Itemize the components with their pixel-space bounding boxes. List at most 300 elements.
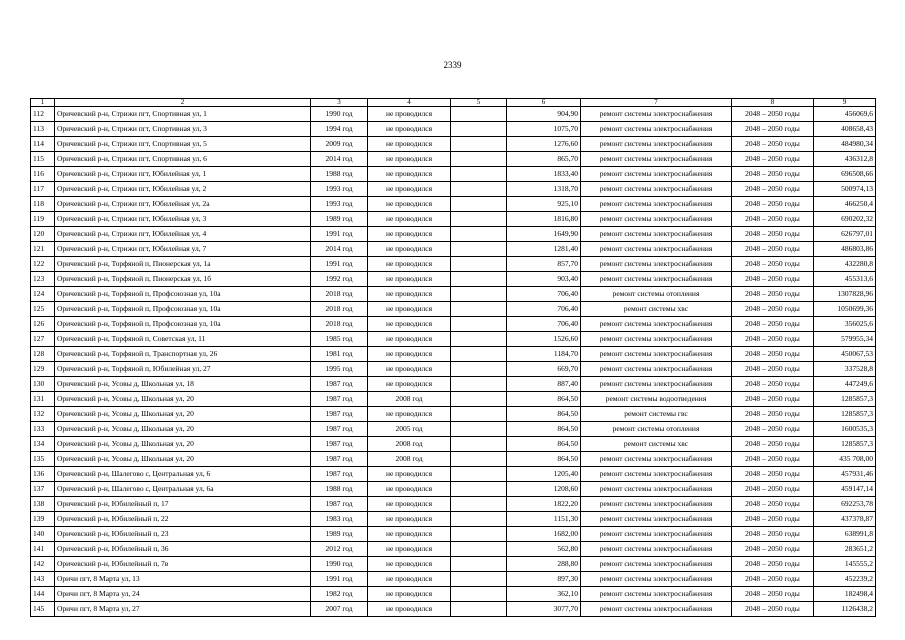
build-year-cell: 1982 год xyxy=(311,587,368,602)
work-type-cell: ремонт системы электроснабжения xyxy=(581,122,732,137)
row-number-cell: 134 xyxy=(31,437,55,452)
row-number-cell: 125 xyxy=(31,302,55,317)
table-row xyxy=(31,572,876,587)
work-type-cell: ремонт системы электроснабжения xyxy=(581,137,732,152)
repair-period-cell: 2048 – 2050 годы xyxy=(732,557,814,572)
last-repair-year-cell: не проводился xyxy=(368,347,451,362)
column-header: 4 xyxy=(368,99,451,107)
column-5-cell xyxy=(451,557,507,572)
work-type-cell: ремонт системы электроснабжения xyxy=(581,467,732,482)
build-year-cell: 1995 год xyxy=(311,362,368,377)
address-cell: Оричевский р-н, Торфяной п, Транспортная ул, 26 xyxy=(55,347,311,362)
column-5-cell xyxy=(451,362,507,377)
cost-cell: 1126438,2 xyxy=(814,602,876,617)
address-cell: Оричевский р-н, Юбилейный п, 7в xyxy=(55,557,311,572)
column-5-cell xyxy=(451,317,507,332)
build-year-cell: 2007 год xyxy=(311,602,368,617)
area-cell: 562,80 xyxy=(507,542,581,557)
row-number-cell: 135 xyxy=(31,452,55,467)
last-repair-year-cell: не проводился xyxy=(368,182,451,197)
area-cell: 1833,40 xyxy=(507,167,581,182)
work-type-cell: ремонт системы электроснабжения xyxy=(581,572,732,587)
table-row xyxy=(31,212,876,227)
table-row xyxy=(31,152,876,167)
column-5-cell xyxy=(451,242,507,257)
column-5-cell xyxy=(451,272,507,287)
area-cell: 1649,90 xyxy=(507,227,581,242)
build-year-cell: 1989 год xyxy=(311,527,368,542)
last-repair-year-cell: не проводился xyxy=(368,272,451,287)
address-cell: Оричи пгт, 8 Марта ул, 13 xyxy=(55,572,311,587)
last-repair-year-cell: не проводился xyxy=(368,287,451,302)
repair-period-cell: 2048 – 2050 годы xyxy=(732,302,814,317)
work-type-cell: ремонт системы отопления xyxy=(581,422,732,437)
repair-period-cell: 2048 – 2050 годы xyxy=(732,422,814,437)
column-5-cell xyxy=(451,527,507,542)
column-5-cell xyxy=(451,602,507,617)
cost-cell: 435 708,00 xyxy=(814,452,876,467)
last-repair-year-cell: не проводился xyxy=(368,137,451,152)
build-year-cell: 2018 год xyxy=(311,317,368,332)
area-cell: 857,70 xyxy=(507,257,581,272)
work-type-cell: ремонт системы электроснабжения xyxy=(581,482,732,497)
last-repair-year-cell: не проводился xyxy=(368,377,451,392)
cost-cell: 452239,2 xyxy=(814,572,876,587)
build-year-cell: 1987 год xyxy=(311,437,368,452)
table-row xyxy=(31,287,876,302)
repair-period-cell: 2048 – 2050 годы xyxy=(732,287,814,302)
column-5-cell xyxy=(451,227,507,242)
row-number-cell: 126 xyxy=(31,317,55,332)
cost-cell: 1285857,3 xyxy=(814,407,876,422)
row-number-cell: 130 xyxy=(31,377,55,392)
build-year-cell: 1987 год xyxy=(311,377,368,392)
work-type-cell: ремонт системы электроснабжения xyxy=(581,167,732,182)
work-type-cell: ремонт системы электроснабжения xyxy=(581,317,732,332)
area-cell: 864,50 xyxy=(507,392,581,407)
work-type-cell: ремонт системы электроснабжения xyxy=(581,362,732,377)
table-row xyxy=(31,497,876,512)
build-year-cell: 1993 год xyxy=(311,182,368,197)
repair-period-cell: 2048 – 2050 годы xyxy=(732,182,814,197)
row-number-cell: 118 xyxy=(31,197,55,212)
last-repair-year-cell: не проводился xyxy=(368,572,451,587)
last-repair-year-cell: не проводился xyxy=(368,152,451,167)
area-cell: 1075,70 xyxy=(507,122,581,137)
repair-period-cell: 2048 – 2050 годы xyxy=(732,362,814,377)
last-repair-year-cell: 2008 год xyxy=(368,392,451,407)
work-type-cell: ремонт системы электроснабжения xyxy=(581,257,732,272)
area-cell: 1151,30 xyxy=(507,512,581,527)
column-5-cell xyxy=(451,392,507,407)
work-type-cell: ремонт системы электроснабжения xyxy=(581,377,732,392)
area-cell: 1526,60 xyxy=(507,332,581,347)
column-5-cell xyxy=(451,497,507,512)
cost-cell: 696508,66 xyxy=(814,167,876,182)
column-header: 3 xyxy=(311,99,368,107)
work-type-cell: ремонт системы электроснабжения xyxy=(581,602,732,617)
last-repair-year-cell: не проводился xyxy=(368,542,451,557)
cost-cell: 436312,8 xyxy=(814,152,876,167)
last-repair-year-cell: не проводился xyxy=(368,587,451,602)
column-number-row xyxy=(31,99,876,107)
last-repair-year-cell: не проводился xyxy=(368,527,451,542)
row-number-cell: 129 xyxy=(31,362,55,377)
cost-cell: 450067,53 xyxy=(814,347,876,362)
repair-period-cell: 2048 – 2050 годы xyxy=(732,467,814,482)
table-row xyxy=(31,332,876,347)
repair-period-cell: 2048 – 2050 годы xyxy=(732,167,814,182)
build-year-cell: 2009 год xyxy=(311,137,368,152)
cost-cell: 457931,46 xyxy=(814,467,876,482)
work-type-cell: ремонт системы электроснабжения xyxy=(581,452,732,467)
build-year-cell: 1991 год xyxy=(311,257,368,272)
row-number-cell: 144 xyxy=(31,587,55,602)
last-repair-year-cell: не проводился xyxy=(368,242,451,257)
table-row xyxy=(31,227,876,242)
column-5-cell xyxy=(451,332,507,347)
last-repair-year-cell: не проводился xyxy=(368,467,451,482)
area-cell: 288,80 xyxy=(507,557,581,572)
build-year-cell: 1992 год xyxy=(311,272,368,287)
area-cell: 1208,60 xyxy=(507,482,581,497)
last-repair-year-cell: не проводился xyxy=(368,602,451,617)
repair-period-cell: 2048 – 2050 годы xyxy=(732,602,814,617)
address-cell: Оричевский р-н, Стрижи пгт, Юбилейная ул, 3 xyxy=(55,212,311,227)
build-year-cell: 1988 год xyxy=(311,482,368,497)
address-cell: Оричевский р-н, Усовы д, Школьная ул, 20 xyxy=(55,407,311,422)
table-row xyxy=(31,317,876,332)
table-row xyxy=(31,407,876,422)
area-cell: 904,90 xyxy=(507,107,581,122)
row-number-cell: 123 xyxy=(31,272,55,287)
work-type-cell: ремонт системы водоотведения xyxy=(581,392,732,407)
last-repair-year-cell: не проводился xyxy=(368,122,451,137)
address-cell: Оричи пгт, 8 Марта ул, 27 xyxy=(55,602,311,617)
column-5-cell xyxy=(451,107,507,122)
address-cell: Оричевский р-н, Шалегово с, Центральная ул, 6а xyxy=(55,482,311,497)
cost-cell: 626797,01 xyxy=(814,227,876,242)
build-year-cell: 1988 год xyxy=(311,167,368,182)
repair-period-cell: 2048 – 2050 годы xyxy=(732,152,814,167)
build-year-cell: 1987 год xyxy=(311,497,368,512)
repair-period-cell: 2048 – 2050 годы xyxy=(732,587,814,602)
cost-cell: 638991,8 xyxy=(814,527,876,542)
address-cell: Оричевский р-н, Торфяной п, Пионерская ул, 1а xyxy=(55,257,311,272)
table-row xyxy=(31,182,876,197)
row-number-cell: 127 xyxy=(31,332,55,347)
last-repair-year-cell: не проводился xyxy=(368,302,451,317)
area-cell: 1822,20 xyxy=(507,497,581,512)
work-type-cell: ремонт системы отопления xyxy=(581,287,732,302)
column-5-cell xyxy=(451,347,507,362)
table-row xyxy=(31,302,876,317)
area-cell: 669,70 xyxy=(507,362,581,377)
repair-period-cell: 2048 – 2050 годы xyxy=(732,527,814,542)
address-cell: Оричевский р-н, Стрижи пгт, Спортивная ул, 3 xyxy=(55,122,311,137)
area-cell: 1184,70 xyxy=(507,347,581,362)
build-year-cell: 1983 год xyxy=(311,512,368,527)
address-cell: Оричевский р-н, Стрижи пгт, Юбилейная ул, 1 xyxy=(55,167,311,182)
work-type-cell: ремонт системы электроснабжения xyxy=(581,587,732,602)
area-cell: 706,40 xyxy=(507,302,581,317)
row-number-cell: 131 xyxy=(31,392,55,407)
work-type-cell: ремонт системы электроснабжения xyxy=(581,212,732,227)
area-cell: 1205,40 xyxy=(507,467,581,482)
table-row xyxy=(31,512,876,527)
address-cell: Оричевский р-н, Торфяной п, Пионерская ул, 1б xyxy=(55,272,311,287)
table-row xyxy=(31,422,876,437)
column-5-cell xyxy=(451,137,507,152)
column-header: 2 xyxy=(55,99,311,107)
work-type-cell: ремонт системы электроснабжения xyxy=(581,347,732,362)
work-type-cell: ремонт системы гвс xyxy=(581,407,732,422)
row-number-cell: 114 xyxy=(31,137,55,152)
repair-period-cell: 2048 – 2050 годы xyxy=(732,332,814,347)
table-row xyxy=(31,347,876,362)
repair-period-cell: 2048 – 2050 годы xyxy=(732,257,814,272)
row-number-cell: 133 xyxy=(31,422,55,437)
cost-cell: 145555,2 xyxy=(814,557,876,572)
build-year-cell: 1987 год xyxy=(311,407,368,422)
cost-cell: 1307828,96 xyxy=(814,287,876,302)
area-cell: 864,50 xyxy=(507,407,581,422)
last-repair-year-cell: не проводился xyxy=(368,167,451,182)
repair-period-cell: 2048 – 2050 годы xyxy=(732,197,814,212)
row-number-cell: 120 xyxy=(31,227,55,242)
table-row xyxy=(31,257,876,272)
work-type-cell: ремонт системы электроснабжения xyxy=(581,542,732,557)
area-cell: 1682,00 xyxy=(507,527,581,542)
build-year-cell: 2012 год xyxy=(311,542,368,557)
cost-cell: 1600535,3 xyxy=(814,422,876,437)
column-header: 9 xyxy=(814,99,876,107)
cost-cell: 455313,6 xyxy=(814,272,876,287)
cost-cell: 486803,86 xyxy=(814,242,876,257)
table-row xyxy=(31,362,876,377)
build-year-cell: 2018 год xyxy=(311,302,368,317)
cost-cell: 408658,43 xyxy=(814,122,876,137)
last-repair-year-cell: не проводился xyxy=(368,257,451,272)
table-row xyxy=(31,602,876,617)
last-repair-year-cell: не проводился xyxy=(368,557,451,572)
row-number-cell: 140 xyxy=(31,527,55,542)
build-year-cell: 1981 год xyxy=(311,347,368,362)
build-year-cell: 1987 год xyxy=(311,452,368,467)
last-repair-year-cell: не проводился xyxy=(368,512,451,527)
last-repair-year-cell: не проводился xyxy=(368,497,451,512)
last-repair-year-cell: не проводился xyxy=(368,197,451,212)
last-repair-year-cell: не проводился xyxy=(368,227,451,242)
repair-period-cell: 2048 – 2050 годы xyxy=(732,107,814,122)
work-type-cell: ремонт системы электроснабжения xyxy=(581,527,732,542)
last-repair-year-cell: не проводился xyxy=(368,482,451,497)
page-number: 2339 xyxy=(443,60,462,70)
row-number-cell: 136 xyxy=(31,467,55,482)
column-5-cell xyxy=(451,152,507,167)
build-year-cell: 1991 год xyxy=(311,227,368,242)
column-5-cell xyxy=(451,302,507,317)
area-cell: 706,40 xyxy=(507,317,581,332)
row-number-cell: 116 xyxy=(31,167,55,182)
column-5-cell xyxy=(451,437,507,452)
table-row xyxy=(31,542,876,557)
repair-period-cell: 2048 – 2050 годы xyxy=(732,407,814,422)
column-5-cell xyxy=(451,452,507,467)
area-cell: 1281,40 xyxy=(507,242,581,257)
row-number-cell: 132 xyxy=(31,407,55,422)
area-cell: 903,40 xyxy=(507,272,581,287)
repair-period-cell: 2048 – 2050 годы xyxy=(732,452,814,467)
row-number-cell: 141 xyxy=(31,542,55,557)
build-year-cell: 1994 год xyxy=(311,122,368,137)
build-year-cell: 1993 год xyxy=(311,197,368,212)
column-5-cell xyxy=(451,257,507,272)
table-row xyxy=(31,197,876,212)
row-number-cell: 139 xyxy=(31,512,55,527)
repair-period-cell: 2048 – 2050 годы xyxy=(732,227,814,242)
area-cell: 887,40 xyxy=(507,377,581,392)
cost-cell: 283651,2 xyxy=(814,542,876,557)
address-cell: Оричи пгт, 8 Марта ул, 24 xyxy=(55,587,311,602)
last-repair-year-cell: не проводился xyxy=(368,107,451,122)
build-year-cell: 1989 год xyxy=(311,212,368,227)
address-cell: Оричевский р-н, Торфяной п, Профсоюзная ул, 10а xyxy=(55,317,311,332)
address-cell: Оричевский р-н, Стрижи пгт, Юбилейная ул, 2а xyxy=(55,197,311,212)
table-row xyxy=(31,437,876,452)
area-cell: 1816,80 xyxy=(507,212,581,227)
row-number-cell: 138 xyxy=(31,497,55,512)
address-cell: Оричевский р-н, Торфяной п, Профсоюзная ул, 10а xyxy=(55,302,311,317)
column-5-cell xyxy=(451,512,507,527)
area-cell: 706,40 xyxy=(507,287,581,302)
cost-cell: 1050699,36 xyxy=(814,302,876,317)
cost-cell: 1285857,3 xyxy=(814,392,876,407)
column-5-cell xyxy=(451,482,507,497)
cost-cell: 337528,8 xyxy=(814,362,876,377)
address-cell: Оричевский р-н, Усовы д, Школьная ул, 20 xyxy=(55,437,311,452)
column-5-cell xyxy=(451,212,507,227)
row-number-cell: 124 xyxy=(31,287,55,302)
column-5-cell xyxy=(451,377,507,392)
address-cell: Оричевский р-н, Юбилейный п, 22 xyxy=(55,512,311,527)
work-type-cell: ремонт системы электроснабжения xyxy=(581,272,732,287)
last-repair-year-cell: не проводился xyxy=(368,212,451,227)
address-cell: Оричевский р-н, Усовы д, Школьная ул, 20 xyxy=(55,452,311,467)
repair-period-cell: 2048 – 2050 годы xyxy=(732,242,814,257)
column-5-cell xyxy=(451,422,507,437)
address-cell: Оричевский р-н, Стрижи пгт, Спортивная ул, 5 xyxy=(55,137,311,152)
work-type-cell: ремонт системы электроснабжения xyxy=(581,557,732,572)
repair-period-cell: 2048 – 2050 годы xyxy=(732,482,814,497)
work-type-cell: ремонт системы хвс xyxy=(581,302,732,317)
address-cell: Оричевский р-н, Усовы д, Школьная ул, 20 xyxy=(55,392,311,407)
address-cell: Оричевский р-н, Усовы д, Школьная ул, 20 xyxy=(55,422,311,437)
cost-cell: 500974,13 xyxy=(814,182,876,197)
column-5-cell xyxy=(451,287,507,302)
column-5-cell xyxy=(451,407,507,422)
build-year-cell: 1987 год xyxy=(311,392,368,407)
area-cell: 362,10 xyxy=(507,587,581,602)
cost-cell: 356025,6 xyxy=(814,317,876,332)
address-cell: Оричевский р-н, Стрижи пгт, Спортивная ул, 1 xyxy=(55,107,311,122)
area-cell: 925,10 xyxy=(507,197,581,212)
column-header: 1 xyxy=(31,99,55,107)
row-number-cell: 119 xyxy=(31,212,55,227)
address-cell: Оричевский р-н, Стрижи пгт, Спортивная ул, 6 xyxy=(55,152,311,167)
build-year-cell: 1990 год xyxy=(311,107,368,122)
build-year-cell: 1985 год xyxy=(311,332,368,347)
work-type-cell: ремонт системы электроснабжения xyxy=(581,512,732,527)
table-row xyxy=(31,557,876,572)
cost-cell: 437378,87 xyxy=(814,512,876,527)
repair-period-cell: 2048 – 2050 годы xyxy=(732,392,814,407)
column-header: 7 xyxy=(581,99,732,107)
repair-period-cell: 2048 – 2050 годы xyxy=(732,497,814,512)
column-header: 8 xyxy=(732,99,814,107)
build-year-cell: 1991 год xyxy=(311,572,368,587)
table-row xyxy=(31,122,876,137)
row-number-cell: 112 xyxy=(31,107,55,122)
table-row xyxy=(31,272,876,287)
table-row xyxy=(31,377,876,392)
repair-period-cell: 2048 – 2050 годы xyxy=(732,122,814,137)
table-row xyxy=(31,167,876,182)
cost-cell: 447249,6 xyxy=(814,377,876,392)
row-number-cell: 145 xyxy=(31,602,55,617)
row-number-cell: 142 xyxy=(31,557,55,572)
column-5-cell xyxy=(451,587,507,602)
cost-cell: 484980,34 xyxy=(814,137,876,152)
address-cell: Оричевский р-н, Стрижи пгт, Юбилейная ул, 7 xyxy=(55,242,311,257)
repair-period-cell: 2048 – 2050 годы xyxy=(732,212,814,227)
column-5-cell xyxy=(451,122,507,137)
column-header: 6 xyxy=(507,99,581,107)
repair-period-cell: 2048 – 2050 годы xyxy=(732,512,814,527)
repair-period-cell: 2048 – 2050 годы xyxy=(732,377,814,392)
cost-cell: 456069,6 xyxy=(814,107,876,122)
table-row xyxy=(31,242,876,257)
table-row xyxy=(31,392,876,407)
cost-cell: 692253,78 xyxy=(814,497,876,512)
column-5-cell xyxy=(451,182,507,197)
area-cell: 864,50 xyxy=(507,422,581,437)
table-row xyxy=(31,452,876,467)
area-cell: 865,70 xyxy=(507,152,581,167)
work-type-cell: ремонт системы электроснабжения xyxy=(581,152,732,167)
repair-period-cell: 2048 – 2050 годы xyxy=(732,542,814,557)
table-row xyxy=(31,137,876,152)
last-repair-year-cell: 2008 год xyxy=(368,437,451,452)
work-type-cell: ремонт системы электроснабжения xyxy=(581,197,732,212)
table-row xyxy=(31,482,876,497)
row-number-cell: 117 xyxy=(31,182,55,197)
cost-cell: 690202,32 xyxy=(814,212,876,227)
table-row xyxy=(31,587,876,602)
repair-period-cell: 2048 – 2050 годы xyxy=(732,437,814,452)
cost-cell: 459147,14 xyxy=(814,482,876,497)
table-row xyxy=(31,527,876,542)
address-cell: Оричевский р-н, Торфяной п, Советская ул, 11 xyxy=(55,332,311,347)
address-cell: Оричевский р-н, Усовы д, Школьная ул, 18 xyxy=(55,377,311,392)
address-cell: Оричевский р-н, Юбилейный п, 36 xyxy=(55,542,311,557)
repair-period-cell: 2048 – 2050 годы xyxy=(732,347,814,362)
address-cell: Оричевский р-н, Юбилейный п, 23 xyxy=(55,527,311,542)
row-number-cell: 113 xyxy=(31,122,55,137)
work-type-cell: ремонт системы электроснабжения xyxy=(581,242,732,257)
area-cell: 1276,60 xyxy=(507,137,581,152)
cost-cell: 466250,4 xyxy=(814,197,876,212)
